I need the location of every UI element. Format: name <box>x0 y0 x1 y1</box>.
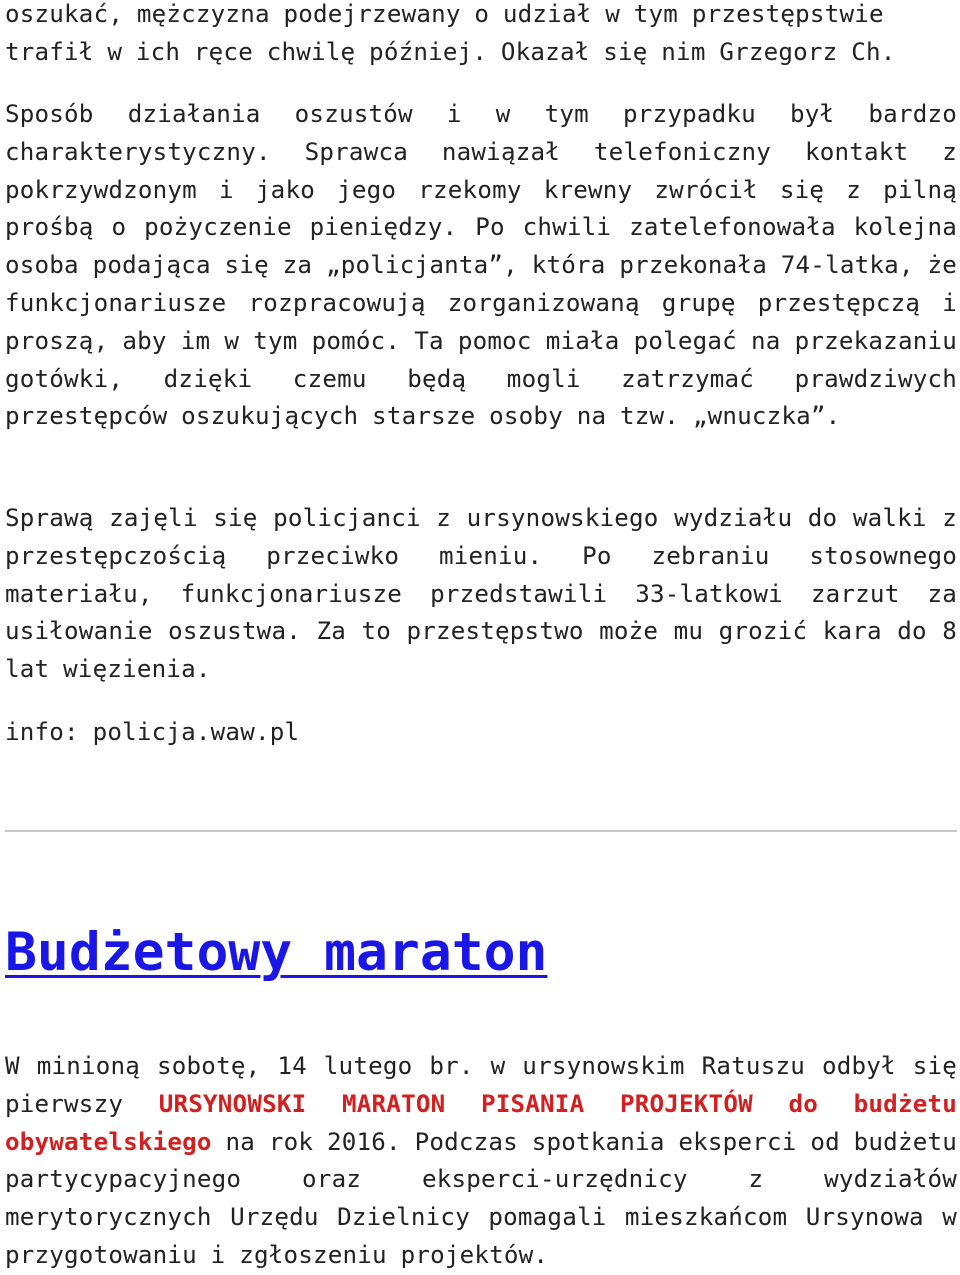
post-title-link[interactable]: Budżetowy maraton <box>5 922 548 983</box>
post-divider <box>5 830 957 832</box>
post-text-rest: na rok 2016. Podczas spotkania eksperci od budżetu partycypacyjnego oraz eksperci-urzędnicy z wydziałów merytorycznych Urzędu Dzielnicy pomagali mieszkańcom Ursynowa w przygotowaniu i zgłoszeniu projektów. <box>5 1127 957 1269</box>
article-paragraph-2: Sposób działania oszustów i w tym przypadku był bardzo charakterystyczny. Sprawca nawiązał telefoniczny kontakt z pokrzywdzonym i jako jego rzekomy krewny zwrócił się z pilną prośbą o pożyczenie pieniędzy. Po chwili zatelefonowała kolejna osoba podająca się za „policjanta”, która przekonała 74-latka, że funkcjonariusze rozpracowują zorganizowaną grupę przestępczą i proszą, aby im w tym pomóc. Ta pomoc miała polegać na przekazaniu gotówki, dzięki czemu będą mogli zatrzymać prawdziwych przestępców oszukujących starsze osoby na tzw. „wnuczka”. <box>5 100 957 431</box>
article-paragraph-3: Sprawą zajęli się policjanci z ursynowskiego wydziału do walki z przestępczością przeciwko mieniu. Po zebraniu stosownego materiału, funkcjonariusze przedstawili 33-latkowi zarzut za usiłowanie oszustwa. Za to przestępstwo może mu grozić kara do 8 lat więzienia. <box>5 504 957 684</box>
post-text-intro: W minioną sobotę, 14 lutego br. w ursynowskim Ratuszu odbył się pierwszy <box>5 1052 957 1118</box>
event-name-highlight: URSYNOWSKI MARATON PISANIA PROJEKTÓW do budżetu obywatelskiego <box>5 1089 957 1156</box>
source-info: info: policja.waw.pl <box>5 718 300 746</box>
post-paragraph <box>5 1048 957 1275</box>
article-paragraph-1: oszukać, mężczyzna podejrzewany o udział w tym przestępstwie trafił w ich ręce chwilę później. Okazał się nim Grzegorz Ch. <box>5 0 896 66</box>
